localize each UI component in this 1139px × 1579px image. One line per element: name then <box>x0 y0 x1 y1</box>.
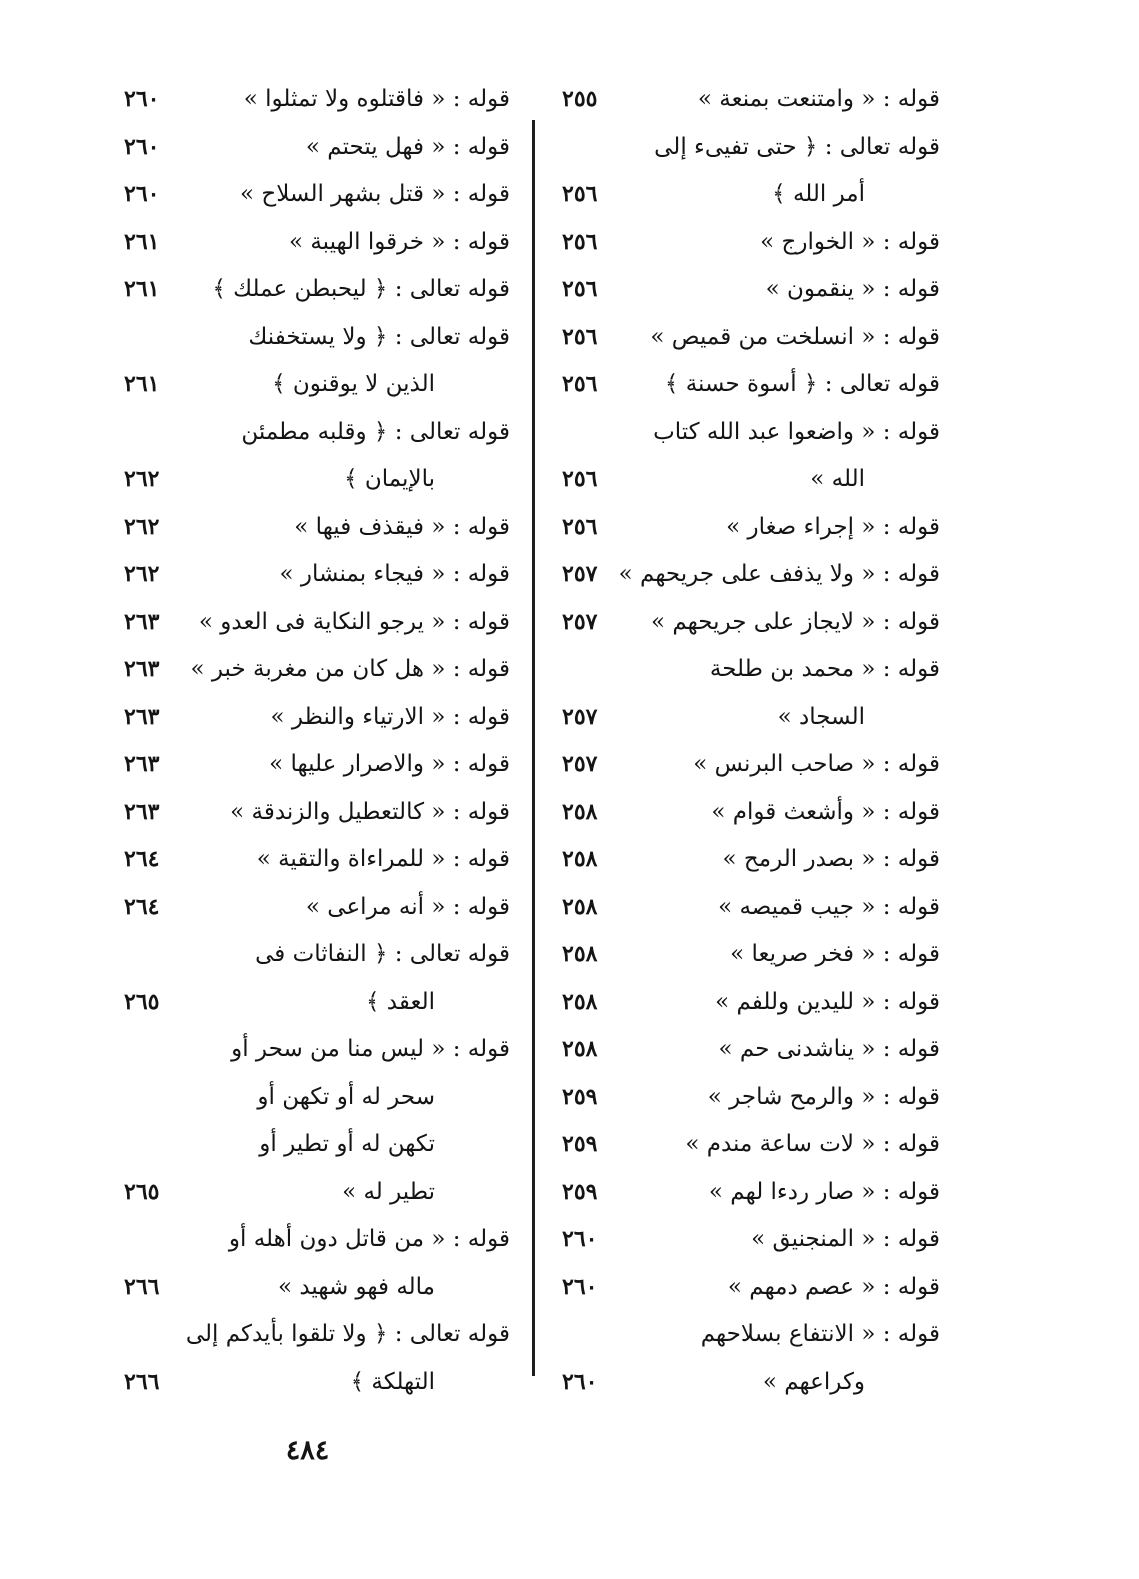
index-entry <box>540 551 940 599</box>
entry-page-number: ٢٦٥ <box>124 1178 160 1205</box>
entry-page-number: ٢٥٦ <box>562 276 598 302</box>
index-entry <box>540 931 940 979</box>
entry-page-number: ٢٥٦ <box>562 228 598 255</box>
entry-page-number: ٢٦٠ <box>562 1368 598 1395</box>
entry-text: قوله : « كالتعطيل والزندقة » <box>230 798 510 825</box>
entry-text: قوله : « فيجاء بمنشار » <box>279 561 510 587</box>
index-entry <box>100 1311 510 1359</box>
entry-text: الله » <box>810 466 865 492</box>
entry-page-number: ٢٥٧ <box>562 608 598 635</box>
entry-text: قوله : « يناشدنى حم » <box>718 1036 940 1062</box>
index-entry <box>540 1264 940 1312</box>
index-entry <box>540 1026 940 1074</box>
index-entry <box>100 1169 510 1217</box>
entry-page-number: ٢٦٤ <box>124 846 160 872</box>
index-entry <box>540 409 940 457</box>
entry-page-number: ٢٦٣ <box>124 751 160 777</box>
entry-page-number: ٢٦٣ <box>124 703 160 730</box>
index-entry <box>100 884 510 932</box>
entry-text: قوله : « صار ردءا لهم » <box>708 1178 940 1205</box>
entry-page-number: ٢٦٤ <box>124 893 160 920</box>
entry-page-number: ٢٦٠ <box>124 86 160 112</box>
entry-text: العقد ﴾ <box>366 988 435 1015</box>
index-column-right <box>540 76 940 1406</box>
entry-text: قوله : « هل كان من مغربة خبر » <box>190 656 510 682</box>
entry-page-number: ٢٦٠ <box>124 133 160 160</box>
entry-text: قوله : « ينقمون » <box>765 276 940 302</box>
entry-text: تطير له » <box>342 1178 435 1205</box>
index-entry <box>100 1026 510 1074</box>
entry-page-number: ٢٦٣ <box>124 608 160 635</box>
entry-page-number: ٢٥٦ <box>562 513 598 540</box>
index-entry <box>100 979 510 1027</box>
index-column-left <box>100 76 510 1406</box>
index-entry <box>100 219 510 267</box>
index-entry <box>100 504 510 552</box>
entry-text: ماله فهو شهيد » <box>277 1273 435 1300</box>
index-entry <box>540 171 940 219</box>
entry-text: قوله : « ليس منا من سحر أو <box>231 1036 510 1062</box>
index-entry <box>100 1074 510 1122</box>
index-entry <box>100 171 510 219</box>
page-number <box>0 1435 1139 1466</box>
index-entry <box>540 646 940 694</box>
entry-text: قوله تعالى : ﴿ ولا يستخفنك <box>248 323 510 350</box>
entry-text: قوله : « الانتفاع بسلاحهم <box>700 1321 940 1347</box>
index-entry <box>100 836 510 884</box>
index-entry <box>100 599 510 647</box>
entry-text: قوله : « يرجو النكاية فى العدو » <box>198 608 510 635</box>
entry-page-number: ٢٦٢ <box>124 513 160 540</box>
entry-page-number: ٢٦٢ <box>124 561 160 587</box>
entry-text: قوله : « فهل يتحتم » <box>305 133 510 160</box>
index-entry <box>540 884 940 932</box>
entry-text: قوله : « خرقوا الهيبة » <box>288 228 510 255</box>
index-entry <box>100 1121 510 1169</box>
entry-text: قوله : « الارتياء والنظر » <box>270 703 510 730</box>
entry-page-number: ٢٦٣ <box>124 656 160 682</box>
entry-text: قوله : « محمد بن طلحة <box>709 656 940 682</box>
entry-text: قوله : « إجراء صغار » <box>726 513 940 540</box>
entry-page-number: ٢٥٦ <box>562 466 598 492</box>
entry-text: قوله تعالى : ﴿ ليحبطن عملك ﴾ <box>212 276 510 302</box>
index-entry <box>100 314 510 362</box>
entry-text: قوله : « المنجنيق » <box>751 1226 940 1252</box>
entry-text: قوله : « جيب قميصه » <box>718 893 940 920</box>
entry-page-number: ٢٦١ <box>124 276 160 302</box>
entry-text: تكهن له أو تطير أو <box>259 1131 435 1157</box>
index-entry <box>540 76 940 124</box>
index-entry <box>540 1169 940 1217</box>
entry-page-number: ٢٥٨ <box>562 1036 598 1062</box>
entry-text: قوله : « والاصرار عليها » <box>269 751 510 777</box>
entry-page-number: ٢٥٧ <box>562 703 598 730</box>
entry-page-number: ٢٥٩ <box>562 1131 598 1157</box>
index-entry <box>540 1074 940 1122</box>
entry-page-number: ٢٥٧ <box>562 751 598 777</box>
index-entry <box>100 789 510 837</box>
entry-text: قوله تعالى : ﴿ حتى تفيىء إلى <box>654 133 940 160</box>
index-entry <box>540 741 940 789</box>
entry-text: قوله : « لايجاز على جريحهم » <box>650 608 940 635</box>
entry-text: قوله : « صاحب البرنس » <box>693 751 940 777</box>
entry-page-number: ٢٥٧ <box>562 561 598 587</box>
entry-text: قوله تعالى : ﴿ ولا تلقوا بأيدكم إلى <box>185 1321 510 1347</box>
index-entry <box>100 931 510 979</box>
index-entry <box>540 1216 940 1264</box>
entry-page-number: ٢٦١ <box>124 228 160 255</box>
entry-text: قوله تعالى : ﴿ النفاثات فى <box>255 941 510 967</box>
entry-page-number: ٢٦٥ <box>124 988 160 1015</box>
index-entry <box>540 361 940 409</box>
index-entry <box>100 741 510 789</box>
index-entry <box>100 1359 510 1407</box>
index-entry <box>100 646 510 694</box>
index-entry <box>100 456 510 504</box>
index-entry <box>100 76 510 124</box>
entry-text: قوله : « واضعوا عبد الله كتاب <box>653 418 940 445</box>
entry-page-number: ٢٥٨ <box>562 941 598 967</box>
entry-text: قوله : « والرمح شاجر » <box>707 1083 940 1110</box>
entry-text: التهلكة ﴾ <box>350 1368 435 1395</box>
entry-page-number: ٢٦٦ <box>124 1273 160 1300</box>
entry-page-number: ٢٥٦ <box>562 371 598 397</box>
index-entry <box>540 219 940 267</box>
entry-page-number: ٢٦٠ <box>562 1226 598 1252</box>
entry-text: وكراعهم » <box>762 1368 865 1395</box>
index-entry <box>540 694 940 742</box>
entry-page-number: ٢٥٨ <box>562 798 598 825</box>
page-number-text: ٤٨٤ <box>285 1435 330 1466</box>
entry-text: قوله : « من قاتل دون أهله أو <box>228 1226 510 1252</box>
entry-text: قوله : « فيقذف فيها » <box>294 513 510 540</box>
entry-text: قوله : « الخوارج » <box>760 228 940 255</box>
entry-page-number: ٢٥٥ <box>562 86 598 112</box>
entry-page-number: ٢٦٠ <box>562 1273 598 1300</box>
column-divider <box>532 120 535 1376</box>
entry-text: قوله : « بصدر الرمح » <box>722 846 940 872</box>
entry-page-number: ٢٥٩ <box>562 1178 598 1205</box>
entry-text: قوله : « وامتنعت بمنعة » <box>697 86 940 112</box>
index-entry <box>540 789 940 837</box>
index-entry <box>540 314 940 362</box>
entry-text: أمر الله ﴾ <box>772 181 865 207</box>
entry-text: قوله : « فاقتلوه ولا تمثلوا » <box>243 86 510 112</box>
entry-text: قوله تعالى : ﴿ أسوة حسنة ﴾ <box>664 371 940 397</box>
entry-page-number: ٢٥٦ <box>562 181 598 207</box>
index-entry <box>100 1264 510 1312</box>
index-entry <box>540 456 940 504</box>
entry-text: قوله تعالى : ﴿ وقلبه مطمئن <box>241 418 510 445</box>
entry-page-number: ٢٦٢ <box>124 466 160 492</box>
entry-text: قوله : « أنه مراعى » <box>305 893 510 920</box>
entry-page-number: ٢٥٨ <box>562 988 598 1015</box>
index-entry <box>540 124 940 172</box>
index-entry <box>100 266 510 314</box>
index-entry <box>100 409 510 457</box>
index-entry <box>100 551 510 599</box>
entry-text: سحر له أو تكهن أو <box>257 1083 435 1110</box>
entry-text: قوله : « لات ساعة مندم » <box>685 1131 940 1157</box>
index-entry <box>100 1216 510 1264</box>
entry-text: قوله : « قتل بشهر السلاح » <box>239 181 510 207</box>
index-entry <box>100 694 510 742</box>
entry-page-number: ٢٦٣ <box>124 798 160 825</box>
index-entry <box>100 124 510 172</box>
index-entry <box>540 599 940 647</box>
entry-page-number: ٢٥٩ <box>562 1083 598 1110</box>
entry-text: الذين لا يوقنون ﴾ <box>272 371 435 397</box>
entry-text: السجاد » <box>777 703 865 730</box>
entry-text: قوله : « لليدين وللفم » <box>715 988 940 1015</box>
entry-text: قوله : « انسلخت من قميص » <box>650 323 940 350</box>
entry-text: قوله : « ولا يذفف على جريحهم » <box>618 561 940 587</box>
index-entry <box>540 1359 940 1407</box>
index-entry <box>540 1311 940 1359</box>
entry-page-number: ٢٥٨ <box>562 846 598 872</box>
index-entry <box>540 1121 940 1169</box>
index-entry <box>540 836 940 884</box>
entry-text: بالإيمان ﴾ <box>344 466 435 492</box>
entry-page-number: ٢٥٦ <box>562 323 598 350</box>
index-entry <box>540 266 940 314</box>
entry-page-number: ٢٦٦ <box>124 1368 160 1395</box>
entry-text: قوله : « عصم دمهم » <box>727 1273 940 1300</box>
entry-page-number: ٢٦٠ <box>124 181 160 207</box>
entry-text: قوله : « فخر صريعا » <box>730 941 940 967</box>
entry-page-number: ٢٥٨ <box>562 893 598 920</box>
index-entry <box>100 361 510 409</box>
index-entry <box>540 504 940 552</box>
entry-page-number: ٢٦١ <box>124 371 160 397</box>
index-entry <box>540 979 940 1027</box>
entry-text: قوله : « وأشعث قوام » <box>711 798 940 825</box>
entry-text: قوله : « للمراءاة والتقية » <box>256 846 510 872</box>
